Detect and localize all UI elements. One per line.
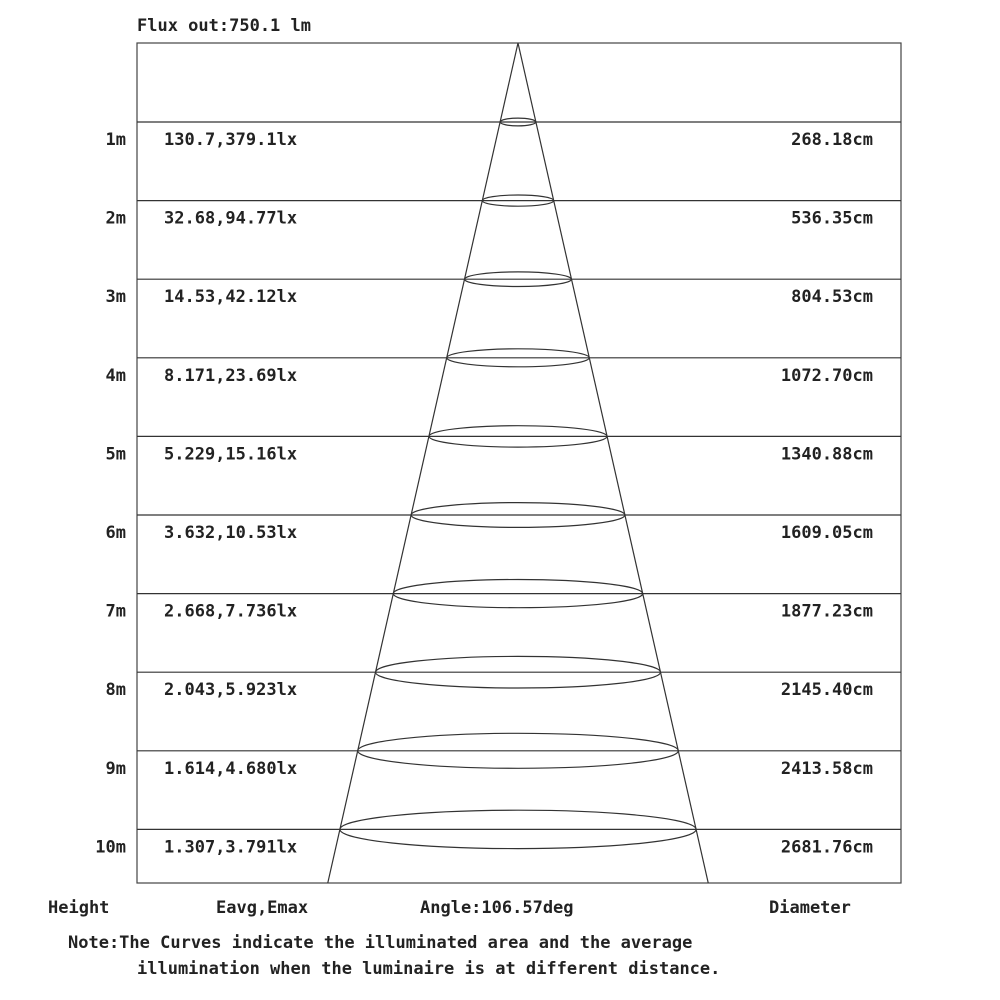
illuminance-label: 8.171,23.69lx — [164, 365, 298, 386]
note-line-2: illumination when the luminaire is at different distance. — [137, 959, 721, 979]
illuminance-label: 5.229,15.16lx — [164, 444, 298, 465]
beam-angle-label: Angle:106.57deg — [420, 898, 574, 918]
note-line-1: Note:The Curves indicate the illuminated area and the average — [68, 933, 693, 953]
height-label: 4m — [105, 365, 126, 386]
height-label: 7m — [105, 601, 126, 622]
diameter-label: 1072.70cm — [780, 365, 873, 386]
diameter-label: 804.53cm — [791, 287, 873, 308]
illuminance-column-label: Eavg,Emax — [216, 898, 309, 918]
height-label: 8m — [105, 680, 126, 701]
diameter-label: 2413.58cm — [780, 758, 873, 779]
height-label: 10m — [95, 837, 126, 858]
diameter-label: 1609.05cm — [780, 523, 873, 543]
illuminance-label: 3.632,10.53lx — [164, 523, 298, 543]
diameter-label: 2681.76cm — [780, 837, 873, 858]
diameter-label: 2145.40cm — [780, 680, 873, 701]
chart-title: Flux out:750.1 lm — [137, 16, 311, 36]
diameter-label: 536.35cm — [791, 208, 873, 229]
height-label: 5m — [105, 444, 126, 465]
cone-right-edge — [518, 43, 708, 883]
illuminance-label: 130.7,379.1lx — [164, 130, 298, 150]
illuminance-label: 2.043,5.923lx — [164, 680, 298, 701]
height-rows — [95, 122, 901, 857]
diameter-column-label: Diameter — [769, 898, 851, 918]
illuminance-label: 1.307,3.791lx — [164, 837, 298, 858]
height-label: 6m — [105, 523, 126, 543]
height-label: 9m — [105, 758, 126, 779]
diameter-label: 1340.88cm — [780, 444, 873, 465]
illuminance-label: 14.53,42.12lx — [164, 287, 298, 308]
diameter-label: 268.18cm — [791, 130, 873, 150]
height-label: 3m — [105, 287, 126, 308]
illuminance-label: 32.68,94.77lx — [164, 208, 298, 229]
height-column-label: Height — [48, 898, 110, 918]
illuminance-label: 2.668,7.736lx — [164, 601, 298, 622]
illuminance-label: 1.614,4.680lx — [164, 758, 298, 779]
light-cone — [328, 43, 708, 883]
diameter-label: 1877.23cm — [780, 601, 873, 622]
height-label: 1m — [105, 130, 126, 150]
height-label: 2m — [105, 208, 126, 229]
cone-left-edge — [328, 43, 518, 883]
